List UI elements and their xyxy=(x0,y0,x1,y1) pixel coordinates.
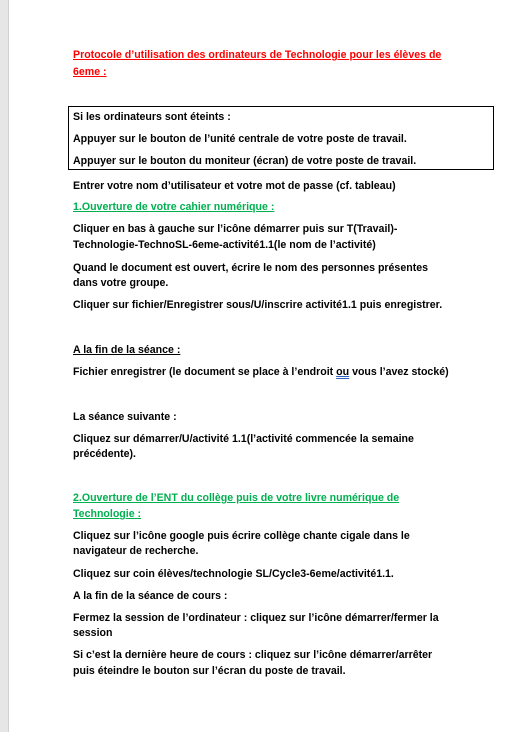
next-session-heading: La séance suivante : xyxy=(73,411,177,423)
end-session-text xyxy=(73,366,449,379)
next-session-line2: précédente). xyxy=(73,448,136,460)
box-line-monitor: Appuyer sur le bouton du moniteur (écran) de votre poste de travail. xyxy=(73,155,417,167)
left-margin-bar xyxy=(0,0,9,732)
section1-p3: Cliquer sur fichier/Enregistrer sous/U/inscrire activité1.1 puis enregistrer. xyxy=(73,299,443,311)
section1-p1-line2: Technologie-TechnoSL-6eme-activité1.1(le nom de l’activité) xyxy=(73,239,376,251)
section2-p1-line1: Cliquez sur l’icône google puis écrire collège chante cigale dans le xyxy=(73,530,410,542)
box-line-central-unit: Appuyer sur le bouton de l’unité centrale de votre poste de travail. xyxy=(73,133,407,145)
section2-p4-line1: Fermez la session de l’ordinateur : cliquez sur l’icône démarrer/fermer la xyxy=(73,612,439,624)
end-session-text-before: Fichier enregistrer (le document se place à l’endroit xyxy=(73,366,337,378)
section1-p2-line2: dans votre groupe. xyxy=(73,277,169,289)
section1-heading: 1.Ouverture de votre cahier numérique : xyxy=(73,201,275,213)
next-session-line1: Cliquez sur démarrer/U/activité 1.1(l’activité commencée la semaine xyxy=(73,433,414,445)
section2-p3: A la fin de la séance de cours : xyxy=(73,590,228,602)
login-instruction: Entrer votre nom d’utilisateur et votre mot de passe (cf. tableau) xyxy=(73,180,396,192)
section1-p1-line1: Cliquer en bas à gauche sur l’icône démarrer puis sur T(Travail)- xyxy=(73,223,398,235)
document-title-line2: 6eme : xyxy=(73,66,107,78)
section2-p1-line2: navigateur de recherche. xyxy=(73,545,199,557)
end-session-text-after: vous l’avez stocké) xyxy=(349,366,449,378)
section2-heading-line1: 2.Ouverture de l’ENT du collège puis de votre livre numérique de xyxy=(73,492,400,504)
section2-p2: Cliquez sur coin élèves/technologie SL/Cycle3-6eme/activité1.1. xyxy=(73,568,394,580)
section2-p5-line2: puis éteindre le bouton sur l’écran du poste de travail. xyxy=(73,665,346,677)
box-heading: Si les ordinateurs sont éteints : xyxy=(73,111,231,123)
document-title-line1: Protocole d’utilisation des ordinateurs de Technologie pour les élèves de xyxy=(73,49,442,61)
section1-p2-line1: Quand le document est ouvert, écrire le nom des personnes présentes xyxy=(73,262,428,274)
end-session-heading: A la fin de la séance : xyxy=(73,344,181,356)
section2-p4-line2: session xyxy=(73,627,113,639)
end-session-text-word: ou xyxy=(336,366,350,378)
section2-heading-line2: Technologie : xyxy=(73,508,142,520)
section2-p5-line1: Si c’est la dernière heure de cours : cliquez sur l’icône démarrer/arrêter xyxy=(73,649,433,661)
